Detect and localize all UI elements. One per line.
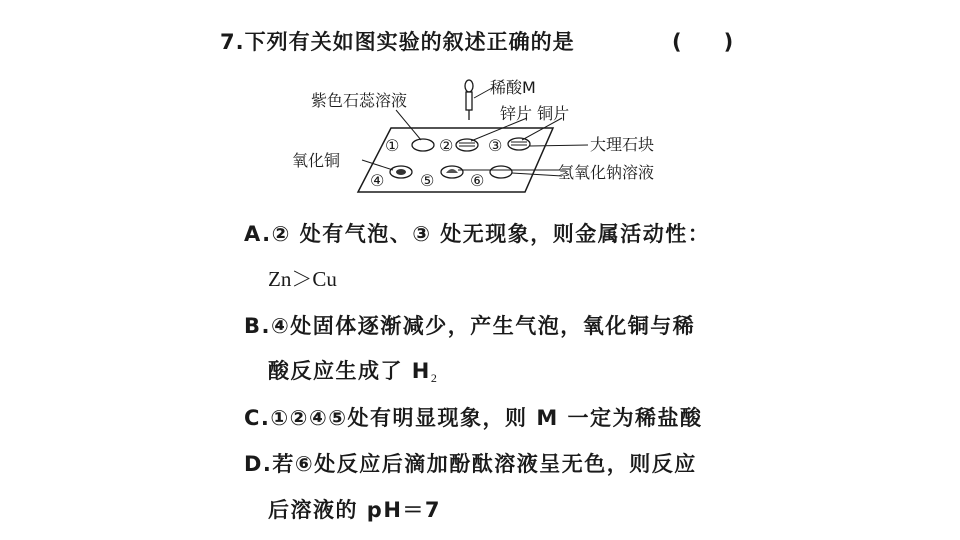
dropper bbox=[465, 80, 473, 120]
well-number-2: ② bbox=[439, 136, 454, 155]
label-litmus: 紫色石蕊溶液 bbox=[311, 91, 408, 110]
label-zinc-copper: 锌片 铜片 bbox=[500, 104, 570, 123]
question-title: 7.下列有关如图实验的叙述正确的是 bbox=[220, 30, 575, 54]
option-a-line1: A.② 处有气泡、③ 处无现象，则金属活动性： bbox=[244, 222, 711, 246]
option-b-line2-text: 酸反应生成了 H bbox=[268, 359, 431, 383]
label-copper-oxide: 氧化铜 bbox=[292, 151, 341, 170]
option-b-line2 bbox=[268, 355, 438, 386]
option-d-line1: D.若⑥处反应后滴加酚酞溶液呈无色，则反应 bbox=[244, 452, 697, 476]
option-c-line1: C.①②④⑤处有明显现象，则 M 一定为稀盐酸 bbox=[244, 406, 703, 430]
well-number-3: ③ bbox=[488, 136, 503, 155]
option-d-line2: 后溶液的 pH＝7 bbox=[268, 498, 442, 522]
option-a-line2 bbox=[268, 263, 337, 293]
label-acid: 稀酸M bbox=[490, 78, 536, 97]
well-number-1: ① bbox=[385, 136, 400, 155]
well-number-6: ⑥ bbox=[470, 171, 485, 190]
well-number-5: ⑤ bbox=[420, 171, 435, 190]
answer-bracket: ( ) bbox=[672, 30, 734, 54]
option-b-line1: B.④处固体逐渐减少，产生气泡，氧化铜与稀 bbox=[244, 314, 696, 338]
option-a-line2-text: Zn＞Cu bbox=[268, 267, 337, 291]
label-marble: 大理石块 bbox=[590, 135, 655, 154]
well-number-4: ④ bbox=[370, 171, 385, 190]
option-b-subscript: 2 bbox=[430, 371, 439, 385]
label-naoh: 氢氧化钠溶液 bbox=[558, 163, 655, 182]
